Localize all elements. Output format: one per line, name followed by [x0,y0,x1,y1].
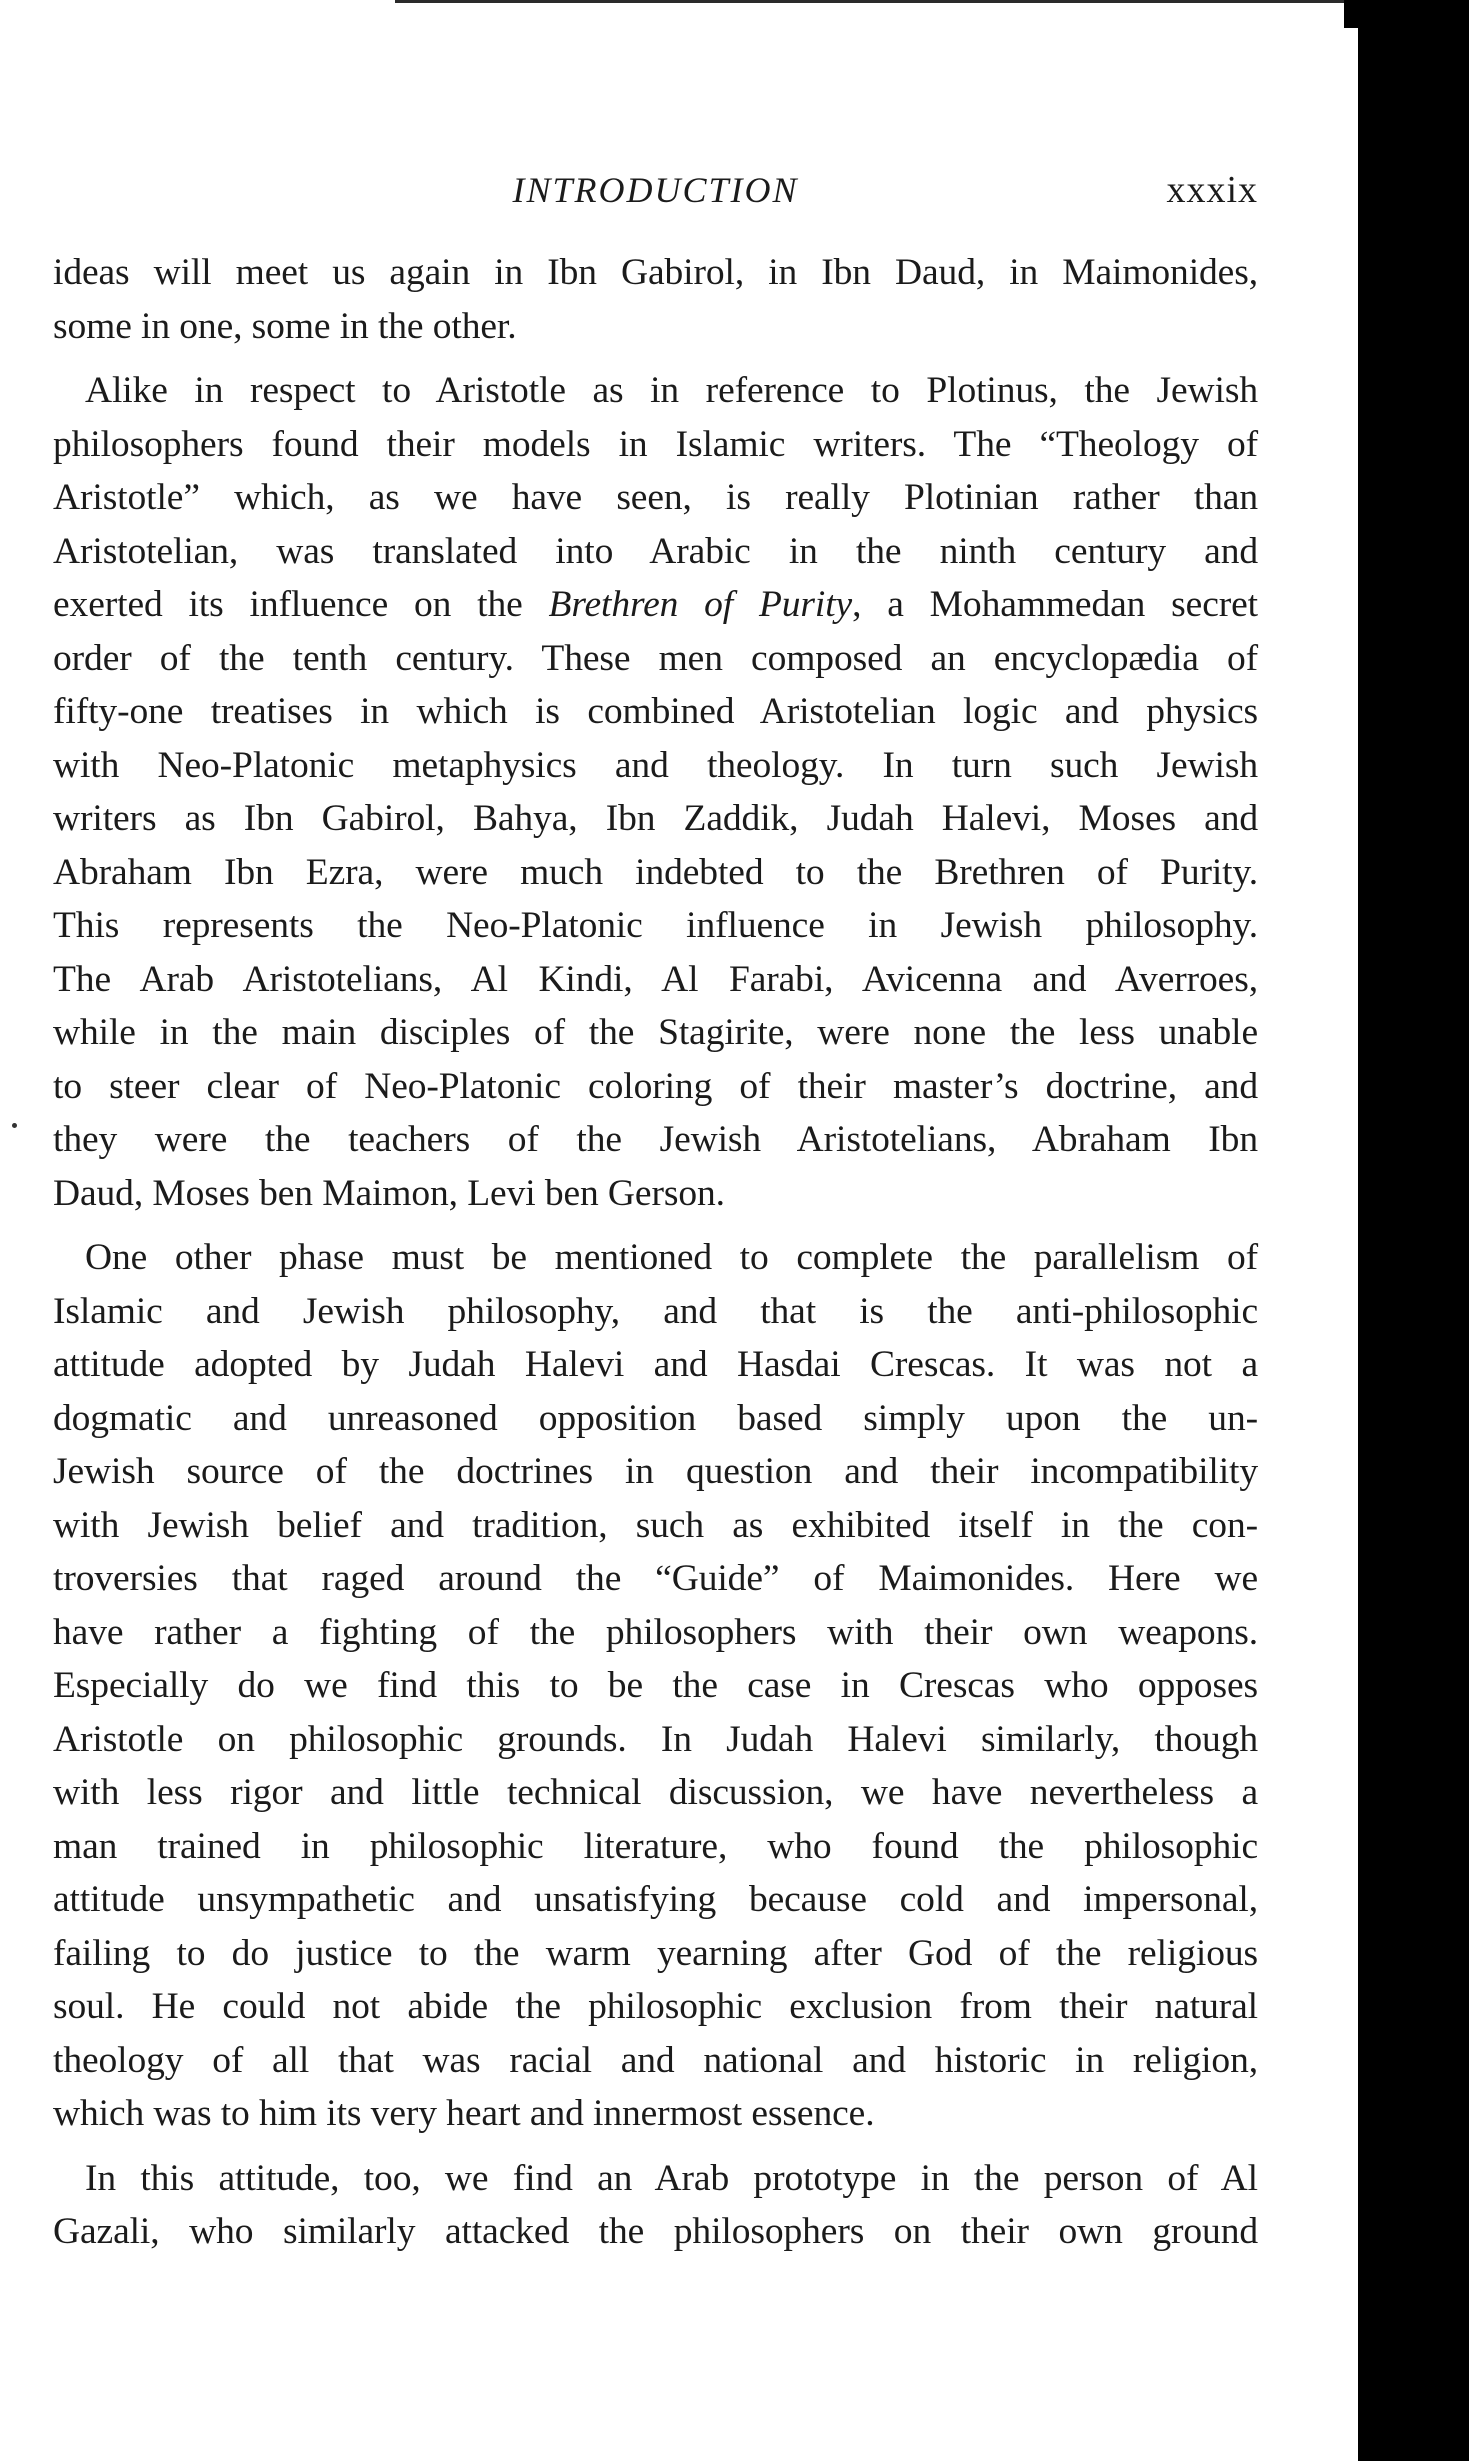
text-run: Islamic and Jewish philosophy, and that is the anti-philosophic [53,1290,1258,1332]
text-line [53,1552,1258,1606]
text-run: theology of all that was racial and national and historic in religion, [53,2039,1258,2081]
text-line [53,471,1258,525]
text-run: Abraham Ibn Ezra, were much indebted to the Brethren of Purity. [53,851,1258,893]
text-line [53,1338,1258,1392]
text-run: Aristotle on philosophic grounds. In Judah Halevi similarly, though [53,1718,1258,1760]
text-line [53,300,1258,354]
text-run: Especially do we find this to be the case in Crescas who opposes [53,1665,1258,1706]
text-line [53,1766,1258,1820]
text-run: fifty-one treatises in which is combined Aristotelian logic and physics [53,691,1258,732]
page-header [53,165,1258,215]
text-run: One other phase must be mentioned to complete the parallelism of [85,1237,1258,1278]
scan-edge-shadow [1358,0,1469,2461]
text-run: to steer clear of Neo-Platonic coloring of their master’s doctrine, and [53,1065,1258,1107]
text-run: man trained in philosophic literature, who found the philosophic [53,1825,1258,1867]
text-run: some in one, some in the other. [53,305,517,347]
text-run: , a Mohammedan secret [852,584,1258,625]
text-run: attitude unsympathetic and unsatisfying because cold and impersonal, [53,1879,1258,1920]
text-run: Alike in respect to Aristotle as in reference to Plotinus, the Jewish [85,370,1258,411]
text-line [53,1445,1258,1499]
text-line [53,1285,1258,1339]
body-text [53,246,1258,2270]
text-line [53,953,1258,1007]
text-line [53,1820,1258,1874]
text-line [53,1231,1258,1285]
text-run: philosophers found their models in Islamic writers. The “Theology of [53,423,1258,465]
text-line [53,1873,1258,1927]
text-line [53,1927,1258,1981]
text-line [53,1499,1258,1553]
text-line [53,1713,1258,1767]
text-run: Daud, Moses ben Maimon, Levi ben Gerson. [53,1172,725,1214]
text-run: have rather a fighting of the philosophers with their own weapons. [53,1611,1258,1653]
text-line [53,1659,1258,1713]
paragraph [53,1231,1258,2141]
text-line [53,246,1258,300]
text-line [53,685,1258,739]
text-line [53,899,1258,953]
text-line [53,1060,1258,1114]
text-run: ideas will meet us again in Ibn Gabirol, in Ibn Daud, in Maimonides, [53,252,1258,293]
text-run: failing to do justice to the warm yearning after God of the religious [53,1932,1258,1974]
text-line [53,792,1258,846]
text-line [53,2034,1258,2088]
text-run: dogmatic and unreasoned opposition based simply upon the un- [53,1397,1258,1439]
text-run: with less rigor and little technical discussion, we have nevertheless a [53,1772,1258,1813]
text-run: Gazali, who similarly attacked the philosophers on their own ground [53,2211,1258,2252]
text-run: troversies that raged around the “Guide” of Maimonides. Here we [53,1558,1258,1599]
text-line [53,364,1258,418]
text-run: In this attitude, too, we find an Arab prototype in the person of Al [85,2157,1258,2199]
text-run: they were the teachers of the Jewish Aristotelians, Abraham Ibn [53,1119,1258,1160]
paragraph [53,364,1258,1220]
text-line [53,1606,1258,1660]
text-run: which was to him its very heart and innermost essence. [53,2093,875,2134]
text-line [53,525,1258,579]
text-line [53,418,1258,472]
text-line [53,1392,1258,1446]
text-run: This represents the Neo-Platonic influence in Jewish philosophy. [53,905,1258,946]
paragraph [53,246,1258,353]
text-run: with Jewish belief and tradition, such as exhibited itself in the con- [53,1504,1258,1546]
page-number: xxxix [1166,169,1258,211]
text-line [53,578,1258,632]
text-run: The Arab Aristotelians, Al Kindi, Al Farabi, Avicenna and Averroes, [53,958,1258,1000]
scan-speck [12,1123,17,1128]
text-line [53,846,1258,900]
text-line [53,1006,1258,1060]
running-head: INTRODUCTION [512,170,799,210]
text-line [53,1980,1258,2034]
page-top-edge [395,0,1385,3]
text-run: soul. He could not abide the philosophic exclusion from their natural [53,1986,1258,2027]
italic-title: Brethren of Purity [548,584,853,625]
paragraph [53,2152,1258,2259]
text-run: Jewish source of the doctrines in question and their incompatibility [53,1451,1258,1492]
text-run: while in the main disciples of the Stagirite, were none the less unable [53,1012,1258,1053]
text-run: Aristotelian, was translated into Arabic in the ninth century and [53,530,1258,572]
text-run: attitude adopted by Judah Halevi and Hasdai Crescas. It was not a [53,1344,1258,1385]
text-line [53,2087,1258,2141]
text-run: order of the tenth century. These men composed an encyclopædia of [53,637,1258,679]
text-line [53,2205,1258,2259]
text-line [53,1167,1258,1221]
text-run: Aristotle” which, as we have seen, is really Plotinian rather than [53,477,1258,518]
text-run: writers as Ibn Gabirol, Bahya, Ibn Zaddik, Judah Halevi, Moses and [53,798,1258,839]
text-line [53,2152,1258,2206]
text-run: with Neo-Platonic metaphysics and theology. In turn such Jewish [53,744,1258,786]
text-line [53,1113,1258,1167]
text-run: exerted its influence on the [53,584,549,625]
text-line [53,739,1258,793]
text-line [53,632,1258,686]
